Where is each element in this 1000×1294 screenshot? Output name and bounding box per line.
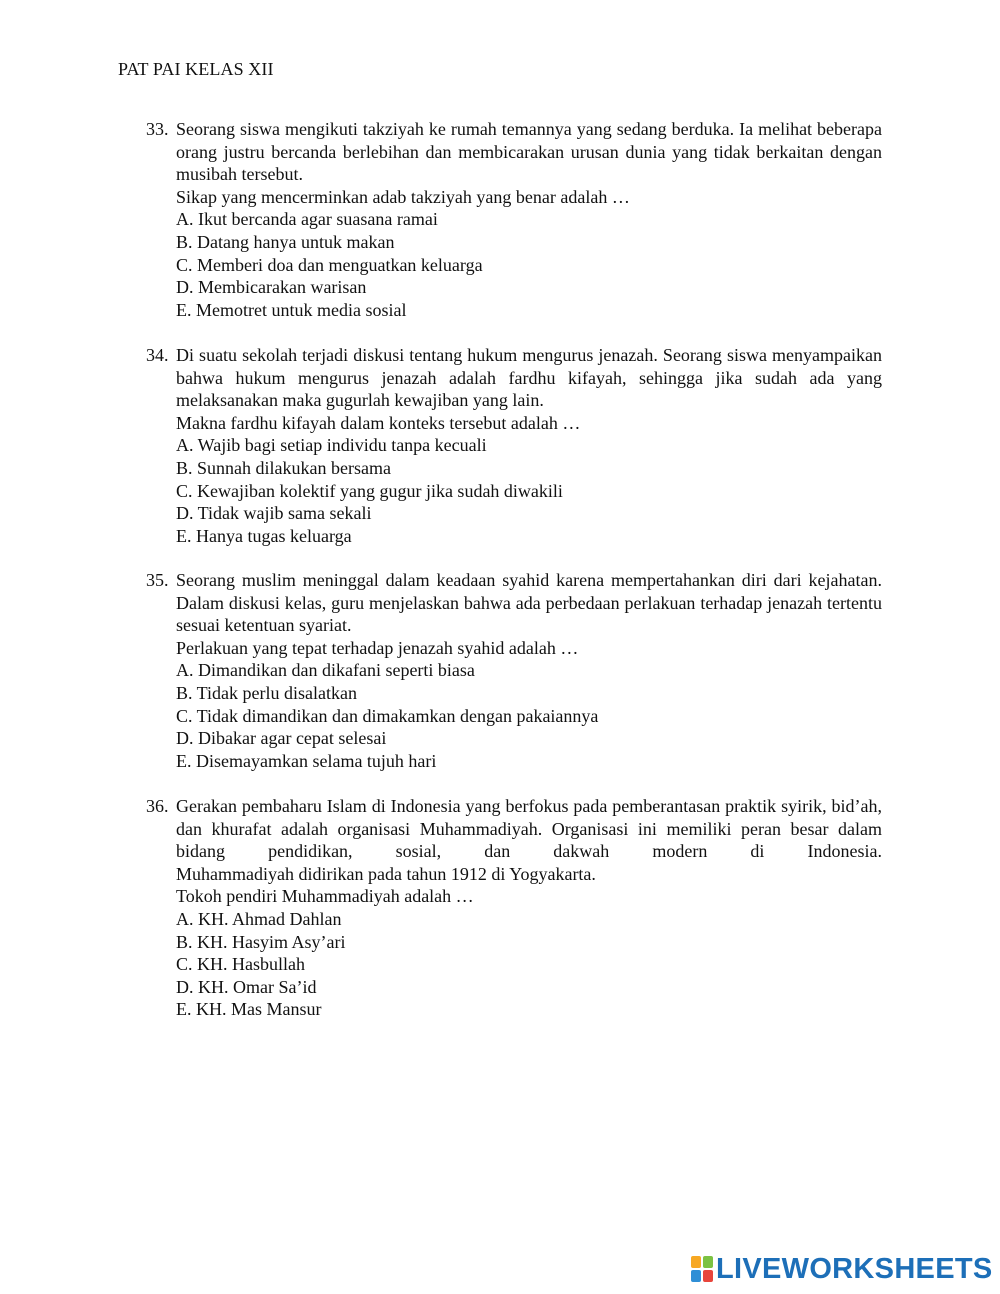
option-c[interactable]: C. Kewajiban kolektif yang gugur jika sudah diwakili [176,480,563,501]
option-b[interactable]: B. Datang hanya untuk makan [176,231,395,252]
option-a[interactable]: A. Wajib bagi setiap individu tanpa kecuali [176,435,487,456]
option-e[interactable]: E. Disemayamkan selama tujuh hari [176,750,437,771]
option-c[interactable]: C. Tidak dimandikan dan dimakamkan dengan pakaiannya [176,705,599,726]
question-stem: Gerakan pembaharu Islam di Indonesia yang berfokus pada pemberantasan praktik syirik, bid’ah, dan khurafat adalah organisasi Muhammadiyah. Organisasi ini memiliki peran besar dalam bidang pendidikan, sosial, dan dakwah modern di Indonesia. [176,796,882,862]
question-prompt: Perlakuan yang tepat terhadap jenazah syahid adalah … [176,637,579,658]
question-prompt: Tokoh pendiri Muhammadiyah adalah … [176,886,474,907]
question-stem-continuation: Muhammadiyah didirikan pada tahun 1912 di Yogyakarta. [176,863,596,884]
option-d[interactable]: D. KH. Omar Sa’id [176,976,317,997]
question-33 [146,118,882,321]
question-34 [146,344,882,547]
option-b[interactable]: B. KH. Hasyim Asy’ari [176,931,346,952]
option-d[interactable]: D. Membicarakan warisan [176,277,367,298]
option-e[interactable]: E. KH. Mas Mansur [176,999,322,1020]
question-number: 33. [146,119,169,139]
option-b[interactable]: B. Tidak perlu disalatkan [176,682,357,703]
option-a[interactable]: A. KH. Ahmad Dahlan [176,908,342,929]
option-d[interactable]: D. Dibakar agar cepat selesai [176,728,387,749]
option-c[interactable]: C. KH. Hasbullah [176,954,305,975]
question-prompt: Sikap yang mencerminkan adab takziyah yang benar adalah … [176,186,630,207]
option-d[interactable]: D. Tidak wajib sama sekali [176,503,372,524]
question-number: 36. [146,796,169,816]
question-36 [146,795,882,1021]
option-e[interactable]: E. Hanya tugas keluarga [176,525,352,546]
option-a[interactable]: A. Ikut bercanda agar suasana ramai [176,209,438,230]
page-header-title: PAT PAI KELAS XII [118,59,274,79]
question-stem: Seorang muslim meninggal dalam keadaan syahid karena mempertahankan diri dari kejahatan. Dalam diskusi kelas, guru menjelaskan bahwa ada perbedaan perlakuan terhadap jenazah tertentu sesuai ketentuan syariat. [176,570,882,636]
option-b[interactable]: B. Sunnah dilakukan bersama [176,457,391,478]
question-stem: Di suatu sekolah terjadi diskusi tentang hukum mengurus jenazah. Seorang siswa menyampaikan bahwa hukum mengurus jenazah adalah fardhu kifayah, sehingga jika sudah ada yang melaksanakan maka gugurlah kewajiban yang lain. [176,345,882,411]
brand-name: LIVEWORKSHEETS [716,1252,993,1285]
question-number: 34. [146,345,169,365]
option-c[interactable]: C. Memberi doa dan menguatkan keluarga [176,254,483,275]
liveworksheets-brand [691,1252,993,1286]
option-a[interactable]: A. Dimandikan dan dikafani seperti biasa [176,660,475,681]
liveworksheets-logo-icon [691,1256,713,1282]
option-e[interactable]: E. Memotret untuk media sosial [176,299,407,320]
question-number: 35. [146,570,169,590]
question-35 [146,569,882,772]
question-stem: Seorang siswa mengikuti takziyah ke rumah temannya yang sedang berduka. Ia melihat beberapa orang justru bercanda berlebihan dan membicarakan urusan dunia yang tidak berkaitan dengan musibah tersebut. [176,119,882,185]
question-prompt: Makna fardhu kifayah dalam konteks tersebut adalah … [176,412,581,433]
